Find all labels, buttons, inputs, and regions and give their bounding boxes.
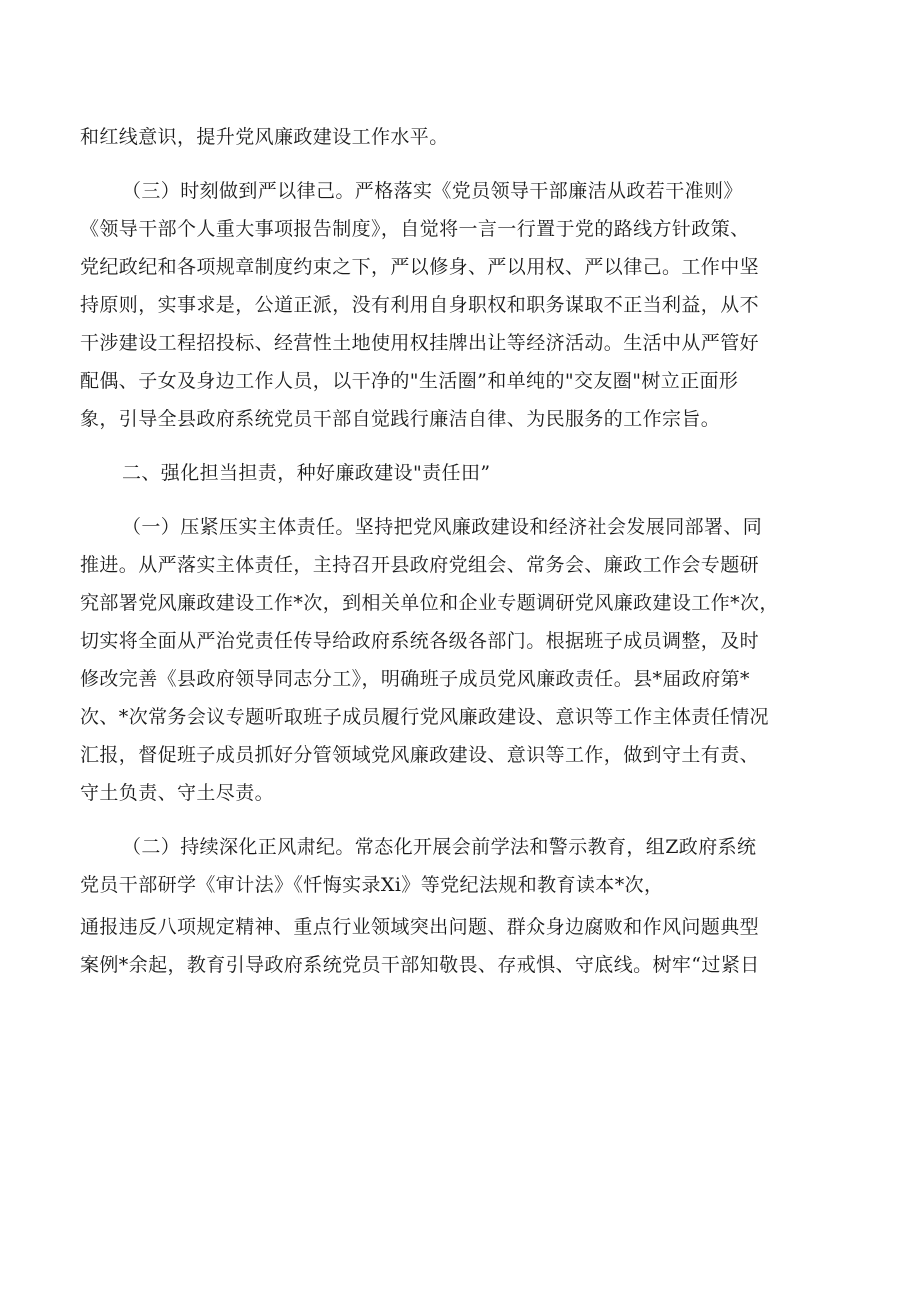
text-line: 《领导干部个人重大事项报告制度》，自觉将一言一行置于党的路线方针政策、 [80,218,750,240]
text-line: 党员干部研学《审计法》《忏悔实录Xi》等党纪法规和教育读本*次， [80,874,664,896]
text-line: 干涉建设工程招投标、经营性土地使用权挂牌出让等经济活动。生活中从严管好 [80,332,760,354]
text-line: 案例*余起，教育引导政府系统党员干部知敬畏、存戒惧、守底线。树牢“过紧日 [80,954,760,976]
text-line: 守土负责、守土尽责。 [80,782,275,804]
text-line: 究部署党风廉政建设工作*次，到相关单位和企业专题调研党风廉政建设工作*次， [80,592,779,614]
text-line: （一）压紧压实主体责任。坚持把党风廉政建设和经济社会发展同部署、同 [122,516,763,538]
section-heading [80,454,845,492]
paragraph-strict-self-discipline [80,172,845,438]
paragraph-discipline-continued [80,908,845,984]
text-line: 汇报，督促班子成员抓好分管领域党风廉政建设、意识等工作，做到守土有责、 [80,744,760,766]
paragraph-continuation [80,118,845,156]
text-line: 象，引导全县政府系统党员干部自觉践行廉洁自律、为民服务的工作宗旨。 [80,408,721,430]
text-line: 通报违反八项规定精神、重点行业领域突出问题、群众身边腐败和作风问题典型 [80,916,760,938]
text-line: 和红线意识，提升党风廉政建设工作水平。 [80,126,449,148]
document-body [80,118,845,1000]
paragraph-main-responsibility [80,508,845,812]
text-line: （二）持续深化正风肃纪。常态化开展会前学法和警示教育，组Z政府系统 [122,836,757,858]
text-line: 党纪政纪和各项规章制度约束之下，严以修身、严以用权、严以律己。工作中坚 [80,256,760,278]
text-line: （三）时刻做到严以律己。严格落实《党员领导干部廉洁从政若干准则》 [122,180,743,202]
text-line: 切实将全面从严治党责任传导给政府系统各级各部门。根据班子成员调整，及时 [80,630,760,652]
paragraph-discipline [80,828,845,904]
text-line: 次、*次常务会议专题听取班子成员履行党风廉政建设、意识等工作主体责任情况 [80,706,769,728]
text-line: 推进。从严落实主体责任，主持召开县政府党组会、常务会、廉政工作会专题研 [80,554,760,576]
text-line: 配偶、子女及身边工作人员，以干净的"生活圈”和单纯的"交友圈"树立正面形 [80,370,739,392]
heading-line: 二、强化担当担责，种好廉政建设"责任田” [122,462,491,484]
text-line: 修改完善《县政府领导同志分工》，明确班子成员党风廉政责任。县*届政府第* [80,668,750,690]
text-line: 持原则，实事求是，公道正派，没有利用自身职权和职务谋取不正当利益，从不 [80,294,760,316]
